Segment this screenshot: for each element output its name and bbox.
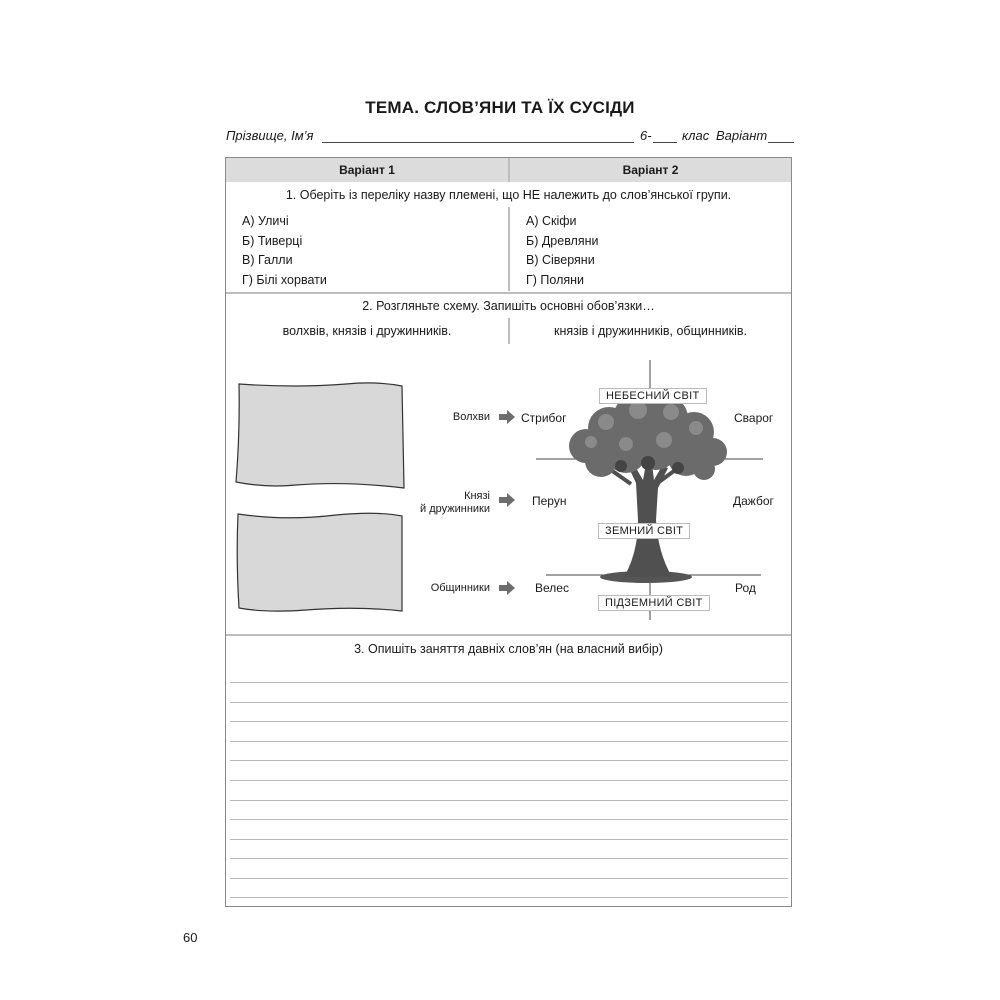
q1-v2-option: Г) Поляни	[526, 273, 585, 287]
q1-v1-option: Г) Білі хорвати	[242, 273, 327, 287]
grade-prefix: 6-	[640, 128, 652, 143]
q1-v1-option: В) Галли	[242, 253, 293, 267]
answer-line[interactable]	[230, 721, 788, 722]
name-label: Прізвище, Ім’я	[226, 128, 314, 143]
name-field[interactable]	[322, 128, 634, 143]
role-kniazi-line2: й дружинники	[420, 503, 490, 515]
header-variant1: Варіант 1	[226, 158, 508, 182]
arrow-right-icon	[498, 581, 516, 595]
class-label: клас	[682, 128, 710, 143]
role-kniazi-line1: Князі	[464, 490, 490, 502]
arrow-right-icon	[498, 410, 516, 424]
q1-v2-option: Б) Древляни	[526, 234, 599, 248]
god-stryboh: Стрибог	[521, 411, 567, 425]
q2-variant2-task: князів і дружинників, общинників.	[554, 324, 747, 338]
question-1: 1. Оберіть із переліку назву племені, що НЕ належить до слов’янської групи.	[285, 188, 732, 202]
variant-label: Варіант	[716, 128, 768, 143]
section-divider	[226, 292, 791, 294]
world-underworld: ПІДЗЕМНИЙ СВІТ	[598, 595, 710, 611]
q1-v1-option: А) Уличі	[242, 214, 289, 228]
q1-v1-option: Б) Тиверці	[242, 234, 303, 248]
q1-v2-option: А) Скіфи	[526, 214, 577, 228]
god-dazhboh: Дажбог	[733, 494, 774, 508]
answer-line[interactable]	[230, 858, 788, 859]
q1-v2-option: В) Сіверяни	[526, 253, 595, 267]
arrow-right-icon	[498, 493, 516, 507]
question-2: 2. Розгляньте схему. Запишіть основні обов’язки…	[362, 299, 655, 313]
answer-line[interactable]	[230, 819, 788, 820]
god-veles: Велес	[535, 581, 569, 595]
answer-line[interactable]	[230, 780, 788, 781]
god-rod: Род	[735, 581, 756, 595]
page-title: ТЕМА. СЛОВ’ЯНИ ТА ЇХ СУСІДИ	[365, 98, 635, 117]
answer-line[interactable]	[230, 878, 788, 879]
page-number: 60	[183, 930, 198, 945]
answer-line[interactable]	[230, 682, 788, 683]
variant-field[interactable]	[768, 128, 794, 143]
answer-line[interactable]	[230, 800, 788, 801]
world-heavenly: НЕБЕСНИЙ СВІТ	[599, 388, 707, 404]
q2-variant1-task: волхвів, князів і дружинників.	[282, 324, 452, 338]
section-divider	[226, 634, 791, 636]
answer-line[interactable]	[230, 897, 788, 898]
grade-field[interactable]	[653, 128, 677, 143]
role-obshchynnyky: Общинники	[430, 582, 490, 594]
header-divider	[508, 158, 510, 182]
header-variant2: Варіант 2	[510, 158, 791, 182]
question-3: 3. Опишіть заняття давніх слов’ян (на власний вибір)	[354, 642, 663, 656]
answer-line[interactable]	[230, 702, 788, 703]
answer-line[interactable]	[230, 760, 788, 761]
name-row	[226, 128, 796, 148]
role-volkhvy: Волхви	[452, 411, 490, 423]
world-earthly: ЗЕМНИЙ СВІТ	[598, 523, 690, 539]
god-perun: Перун	[532, 494, 567, 508]
role-kniazi	[400, 490, 490, 516]
answer-line[interactable]	[230, 741, 788, 742]
god-svaroh: Сварог	[734, 411, 774, 425]
q1-divider	[508, 207, 510, 291]
answer-line[interactable]	[230, 839, 788, 840]
